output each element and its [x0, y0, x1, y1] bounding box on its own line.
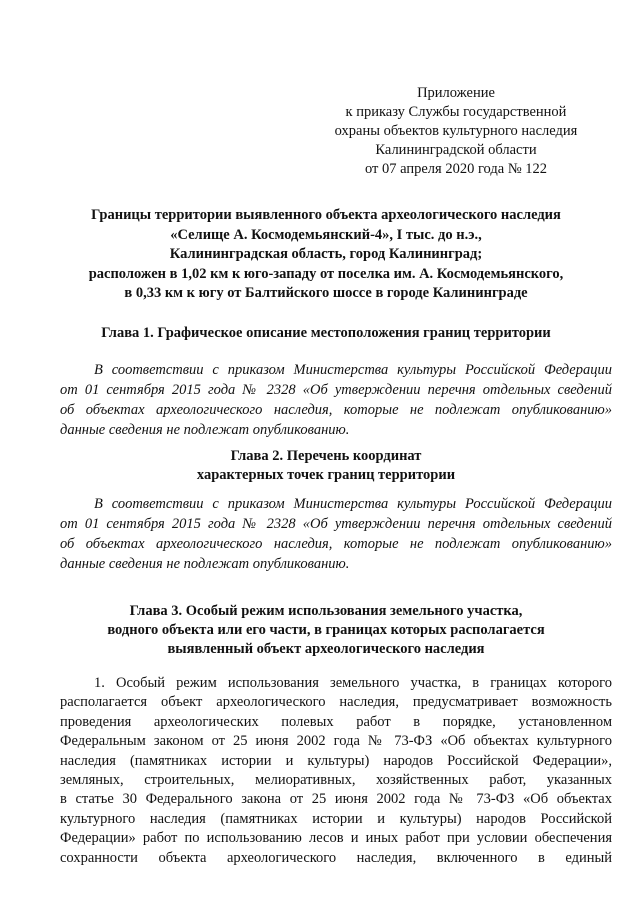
chapter-heading-line: Глава 2. Перечень координат: [230, 448, 422, 464]
title-line: расположен в 1,02 км к юго-западу от поселка им. А. Космодемьянского,: [88, 265, 564, 282]
text-line: В соответствии с приказом Министерства культуры Российской Федерации: [94, 362, 612, 378]
text-line: в статье 30 Федерального закона от 25 июня 2002 года № 73-ФЗ «Об объектах: [60, 791, 612, 808]
title-line: «Селище А. Космодемьянский-4», I тыс. до н.э.,: [170, 226, 482, 243]
title-line: в 0,33 км к югу от Балтийского шоссе в городе Калининграде: [124, 285, 528, 301]
annex-line: Калининградской области: [375, 142, 537, 158]
document-title: [40, 206, 612, 304]
text-line: культурного наследия (памятниках истории и культуры) народов Российской: [60, 810, 612, 827]
chapter-heading-line: Глава 3. Особый режим использования земельного участка,: [129, 603, 523, 619]
chapter-heading-line: выявленный объект археологического наследия: [167, 641, 485, 657]
text-line: Федеральным законом от 25 июня 2002 года № 73-ФЗ «Об объектах культурного: [60, 733, 612, 750]
annex-line: Приложение: [417, 85, 495, 101]
text-line: 1. Особый режим использования земельного участка, в границах которого: [94, 675, 612, 691]
chapter-3-heading: [40, 602, 612, 659]
text-line: от 01 сентября 2015 года № 2328 «Об утверждении перечня отдельных сведений: [60, 516, 612, 532]
text-line: В соответствии с приказом Министерства культуры Российской Федерации: [94, 496, 612, 512]
text-line: располагается объект археологического наследия, предусматривает возможность: [60, 694, 612, 711]
chapter-1-heading: [40, 324, 612, 343]
annex-line: охраны объектов культурного наследия: [334, 123, 578, 139]
chapter-3-text: [60, 674, 612, 868]
title-line: Границы территории выявленного объекта археологического наследия: [91, 207, 561, 223]
chapter-heading-line: водного объекта или его части, в границах которых располагается: [107, 622, 545, 638]
annex-header: [306, 84, 606, 179]
chapter-1-text: [60, 360, 612, 440]
annex-line: от 07 апреля 2020 года № 122: [364, 161, 548, 177]
text-line: Федерации» работ по использованию лесов и иных работ при условии обеспечения: [60, 830, 612, 847]
text-line: об объектах археологического наследия, которые не подлежат опубликованию»: [60, 402, 612, 418]
text-line: об объектах археологического наследия, которые не подлежат опубликованию»: [60, 536, 612, 552]
chapter-2-heading: [40, 447, 612, 485]
title-line: Калининградская область, город Калининград;: [169, 246, 483, 262]
text-line: данные сведения не подлежат опубликованию.: [60, 556, 350, 572]
text-line: земляных, строительных, мелиоративных, хозяйственных работ, указанных: [60, 772, 612, 789]
annex-line: к приказу Службы государственной: [345, 104, 567, 120]
text-line: данные сведения не подлежат опубликованию.: [60, 422, 350, 438]
text-line: сохранности объекта археологического наследия, включенного в единый: [60, 849, 612, 866]
chapter-heading-line: характерных точек границ территории: [196, 467, 456, 483]
chapter-heading-line: Глава 1. Графическое описание местоположения границ территории: [101, 325, 551, 341]
text-line: проведения археологических полевых работ в порядке, установленном: [60, 713, 612, 730]
text-line: от 01 сентября 2015 года № 2328 «Об утверждении перечня отдельных сведений: [60, 382, 612, 398]
text-line: наследия (памятниках истории и культуры) народов Российской Федерации»,: [60, 752, 612, 769]
chapter-2-text: [60, 494, 612, 574]
